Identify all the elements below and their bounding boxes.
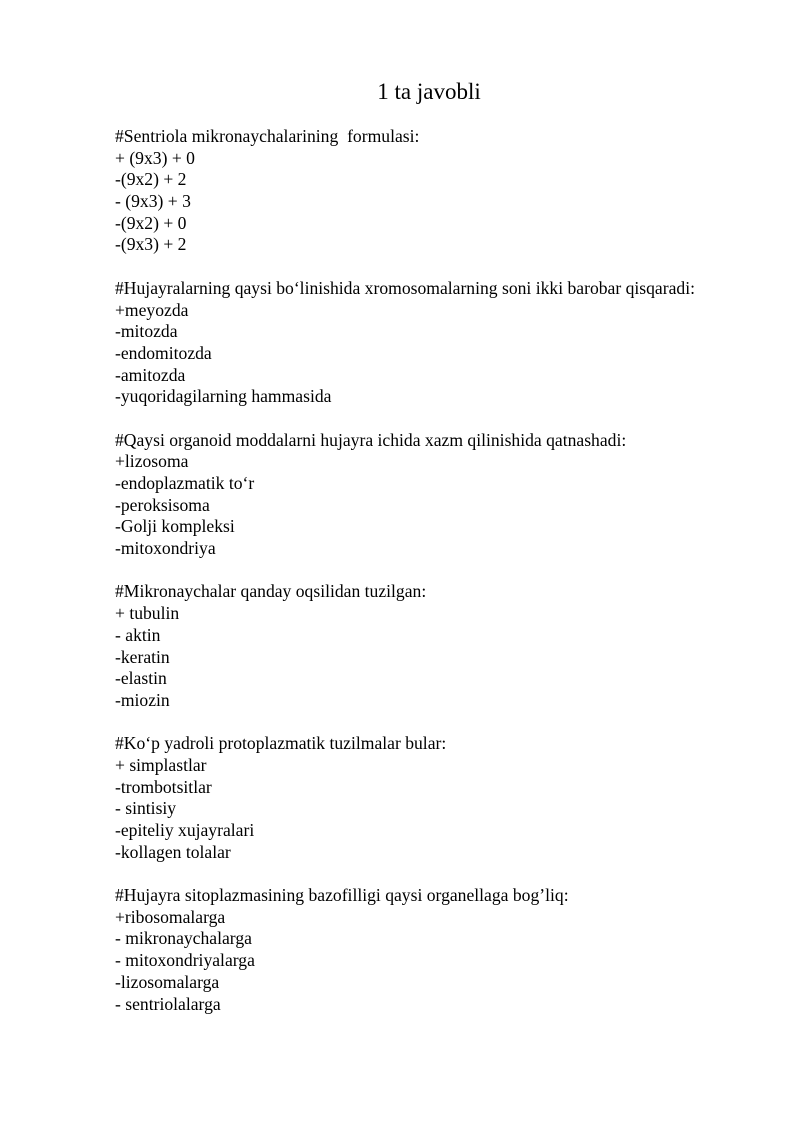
question-block [115, 581, 795, 711]
question-block [115, 126, 795, 256]
answer-option: - aktin [115, 624, 161, 645]
answer-option: -Golji kompleksi [115, 516, 235, 537]
answer-option: -(9x3) + 2 [115, 234, 187, 255]
question-block [115, 430, 795, 560]
question-text: #Sentriola mikronaychalarining formulasi: [115, 126, 420, 146]
answer-option: - mitoxondriyalarga [115, 950, 255, 971]
answer-option: + tubulin [115, 603, 180, 624]
answer-option: - sentriolalarga [115, 993, 221, 1014]
question-block [115, 733, 795, 863]
answer-option: -(9x2) + 2 [115, 169, 187, 190]
question-text: #Hujayra sitoplazmasining bazofilligi qaysi organellaga bog’liq: [115, 885, 569, 906]
answer-option: -epiteliy xujayralari [115, 820, 255, 840]
answer-option: +ribosomalarga [115, 906, 226, 927]
answer-option: -(9x2) + 0 [115, 212, 187, 233]
question-text: #Hujayralarning qaysi bo‘linishida xromosomalarning soni ikki barobar qisqaradi: [115, 277, 695, 298]
question-block [115, 885, 795, 1015]
question-block [115, 278, 795, 408]
answer-option: -keratin [115, 646, 170, 667]
question-text: #Qaysi organoid moddalarni hujayra ichida xazm qilinishida qatnashadi: [115, 429, 627, 450]
answer-option: + (9x3) + 0 [115, 147, 195, 168]
answer-option: -mitoxondriya [115, 538, 216, 559]
answer-option: -miozin [115, 689, 170, 710]
answer-option: +meyozda [115, 299, 189, 320]
answer-option: -kollagen tolalar [115, 841, 231, 862]
question-text: #Ko‘p yadroli protoplazmatik tuzilmalar bular: [115, 733, 447, 754]
answer-option: -yuqoridagilarning hammasida [115, 386, 332, 407]
answer-option: - sintisiy [115, 798, 177, 819]
question-list [115, 126, 795, 1037]
answer-option: -amitozda [115, 364, 186, 385]
answer-option: -lizosomalarga [115, 971, 220, 992]
answer-option: -endomitozda [115, 342, 212, 363]
answer-option: -elastin [115, 668, 167, 689]
answer-option: +lizosoma [115, 451, 189, 472]
document-title: 1 ta javobli [377, 79, 481, 104]
answer-option: -mitozda [115, 321, 178, 342]
answer-option: - mikronaychalarga [115, 928, 252, 949]
answer-option: + simplastlar [115, 754, 207, 775]
answer-option: -endoplazmatik to‘r [115, 473, 255, 493]
answer-option: -trombotsitlar [115, 776, 212, 797]
answer-option: - (9x3) + 3 [115, 191, 191, 212]
question-text: #Mikronaychalar qanday oqsilidan tuzilgan: [115, 581, 427, 602]
answer-option: -peroksisoma [115, 494, 210, 515]
